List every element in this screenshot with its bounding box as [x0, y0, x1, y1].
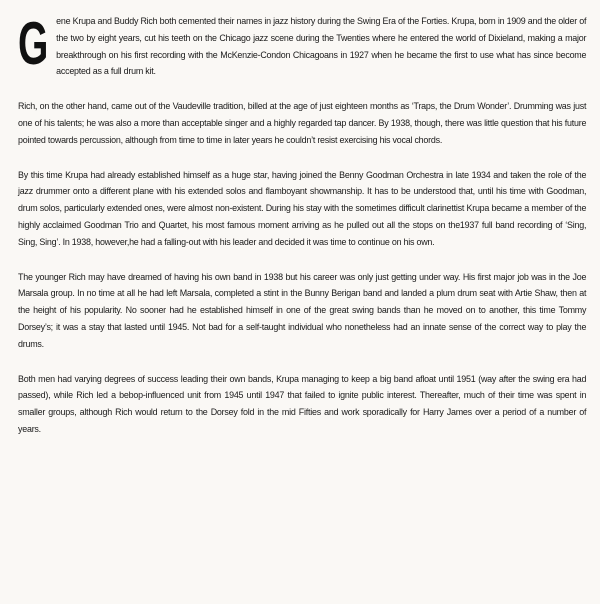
- paragraph-4: The younger Rich may have dreamed of having his own band in 1938 but his career was only just getting under way. His first major job was in the Joe Marsala group. In no time at all he had left Marsala, completed a stint in the Bunny Berigan band and landed a plum drum seat with Artie Shaw, then at the height of his popularity. No sooner had he established himself in one of the great swing bands than he moved on to another, this time Tommy Dorsey’s; it was a stay that lasted until 1945. Not bad for a self-taught individual who nonetheless had an innate sense of the correct way to play the drums.: [18, 271, 587, 350]
- paragraph-3: By this time Krupa had already established himself as a huge star, having joined the Benny Goodman Orchestra in late 1934 and taken the role of the jazz drummer onto a different plane with his extended solos and flamboyant showmanship. It has to be understood that, until his time with Goodman, drum solos, particularly extended ones, were almost non-existent. During his stay with the sometimes difficult clarinettist Krupa became a member of the highly acclaimed Goodman Trio and Quartet, his most famous moment arriving as he pulled out all the stops on the1937 full band recording of ‘Sing, Sing, Sing’. In 1938, however,he had a falling-out with his leader and decided it was time to continue on his own.: [18, 169, 587, 248]
- paragraph-2: Rich, on the other hand, came out of the Vaudeville tradition, billed at the age of just eighteen months as ‘Traps, the Drum Wonder’. Drumming was just one of his talents; he was also a more than acceptable singer and a highly regarded tap dancer. By 1938, though, there was little question that his future pointed towards percussion, although from time to time in later years he couldn’t resist exercising his vocal chords.: [18, 101, 587, 146]
- liner-notes-page: [18, 10, 587, 457]
- paragraph-5: Both men had varying degrees of success leading their own bands, Krupa managing to keep a big band afloat until 1951 (way after the swing era had passed), while Rich led a bebop-influenced unit from 1945 until 1947 that failed to ignite public interest. Thereafter, much of their time was spent in smaller groups, although Rich would return to the Dorsey fold in the mid Fifties and work sporadically for Harry James over a period of a number of years.: [18, 373, 587, 435]
- drop-cap: G: [18, 10, 49, 77]
- paragraph-1: [18, 10, 587, 81]
- paragraph-1-text: ene Krupa and Buddy Rich both cemented their names in jazz history during the Swing Era of the Forties. Krupa, born in 1909 and the older of the two by eight years, cut his teeth on the Chicago jazz scene during the Twenties where he entered the world of Dixieland, making a major breakthrough on his first recording with the McKenzie-Condon Chicagoans in 1927 when he became the first to use what has since become accepted as a full drum kit.: [56, 16, 587, 78]
